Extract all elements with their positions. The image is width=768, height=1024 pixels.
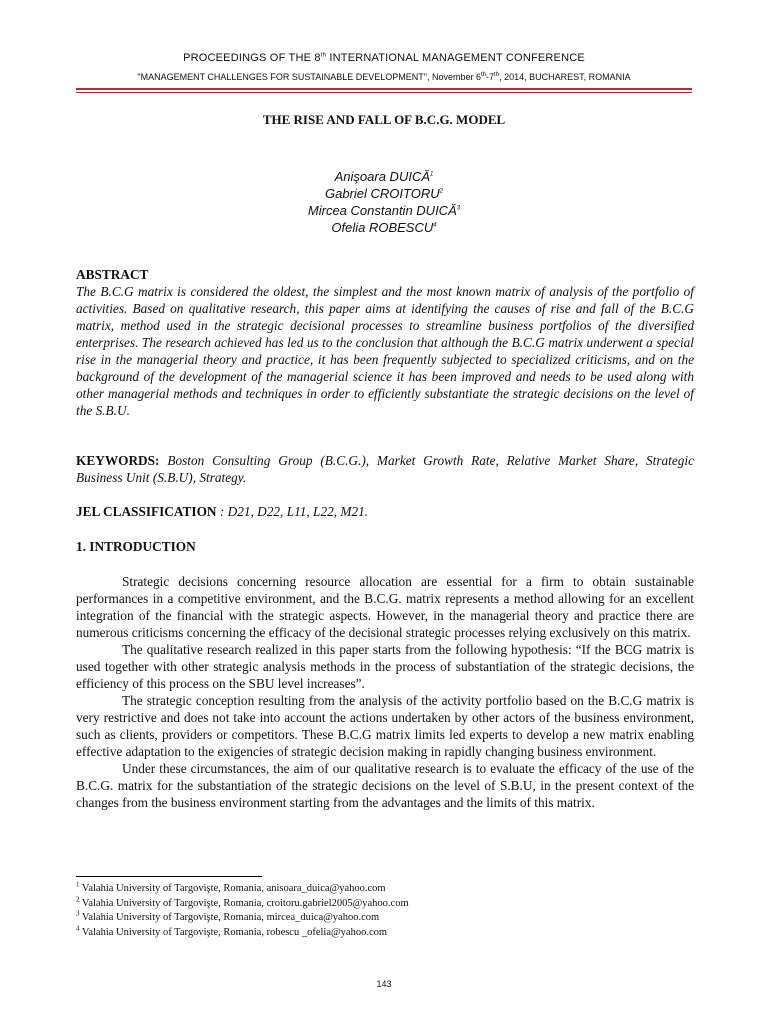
conference-header [0,52,768,64]
footnote-mark: 3 [456,205,461,212]
author-name: Ofelia ROBESCU [331,220,434,235]
footnote [76,882,694,897]
header-rule [76,88,692,90]
footnote-mark: 1 [430,171,434,178]
author [0,202,768,219]
paragraph: Under these circumstances, the aim of our qualitative research is to evaluate the efficacy of the use of the B.C.G. matrix for the substantiation of the strategic decisions on the level of S.B.U, in the present context of the changes from the business environment starting from the advantages and the limits of this matrix. [76,761,694,810]
footnote-mark: 1 [76,880,80,889]
footnote-rule [76,876,262,877]
footnote-mark: 3 [76,909,80,918]
conference-header-text: INTERNATIONAL MANAGEMENT CONFERENCE [326,52,585,64]
footnote-mark: 2 [76,895,80,903]
footnote-text: Valahia University of Targovişte, Romania, croitoru.gabriel2005@yahoo.com [79,897,409,909]
footnote-mark: 4 [76,924,80,932]
paper-title: THE RISE AND FALL OF B.C.G. MODEL [262,112,506,127]
author-name: Anişoara DUICĂ [334,169,431,184]
author [0,168,768,185]
footnote-mark: 4 [433,222,437,229]
conference-subheader [0,72,768,82]
header-rule [76,92,692,93]
conference-header-text: PROCEEDINGS OF THE 8 [183,52,321,64]
ordinal-superscript: th [320,52,327,59]
section-heading-introduction: 1. INTRODUCTION [76,539,196,554]
paragraph: The qualitative research realized in this paper starts from the following hypothesis: “If the BCG matrix is used together with other strategic analysis methods in the process of substantiation of the strategic decisions, the efficiency of this process on the SBU level increases”. [76,642,694,691]
jel-label: JEL CLASSIFICATION [76,504,217,519]
author-name: Mircea Constantin DUICĂ [307,203,457,218]
paragraph: The strategic conception resulting from the analysis of the activity portfolio based on the B.C.G matrix is very restrictive and does not take into account the actions undertaken by other actors of the business environment, such as clients, providers or competitors. These B.C.G matrix limits led experts to develop a new matrix enabling effective adaptation to the exigencies of strategic decision making in rapidly changing business environment. [76,693,694,759]
conference-subheader-text: "MANAGEMENT CHALLENGES FOR SUSTAINABLE DEVELOPMENT", November 6 [137,72,482,82]
footnote-text: Valahia University of Targovişte, Romania, anisoara_duica@yahoo.com [79,883,386,894]
footnote [76,911,694,926]
footnotes [76,882,694,940]
author-list [0,168,768,236]
footnote [76,926,694,941]
footnote-text: Valahia University of Targovişte, Romania, robescu _ofelia@yahoo.com [79,926,388,938]
keywords [76,452,694,486]
jel-text: : D21, D22, L11, L22, M21. [216,504,369,519]
keywords-label: KEYWORDS: [76,453,160,468]
page-number: 143 [376,979,392,989]
author [0,185,768,202]
author [0,219,768,236]
jel-classification [76,503,694,520]
ordinal-superscript: th [494,72,500,78]
abstract-text: The B.C.G matrix is considered the oldest, the simplest and the most known matrix of analysis of the portfolio of activities. Based on qualitative research, this paper aims at identifying the causes of rise and fall of the B.C.G matrix, method used in the strategic decisional processes to streamline business portfolios of the diversified enterprises. The research achieved has led us to the conclusion that although the B.C.G matrix underwent a special rise in the managerial theory and practice, it has been frequently subjected to specialized criticisms, and on the background of the development of the managerial science it has been improved and needs to be used along with other managerial methods and techniques in order to efficiently substantiate the strategic decisions on the level of the S.B.U. [76,284,694,418]
footnote-text: Valahia University of Targovişte, Romania, mircea_duica@yahoo.com [79,912,380,923]
introduction-body [76,573,694,811]
keywords-text: Boston Consulting Group (B.C.G.), Market Growth Rate, Relative Market Share, Strategic Business Unit (S.B.U), Strategy. [76,453,694,485]
conference-subheader-text: -7 [486,72,495,82]
conference-subheader-text: , 2014, BUCHAREST, ROMANIA [499,72,631,82]
author-name: Gabriel CROITORU [325,186,440,201]
footnote-mark: 2 [439,188,443,195]
ordinal-superscript: th [481,72,487,78]
abstract-heading: ABSTRACT [76,267,149,282]
footnote [76,897,694,912]
paragraph: Strategic decisions concerning resource allocation are essential for a firm to obtain sustainable performances in a competitive environment, and the B.C.G. matrix represents a method allowing for an excellent integration of the financial with the strategic aspects. However, in the managerial theory and practice there are numerous criticisms concerning the efficacy of the decisional strategic processes relying exclusively on this matrix. [76,574,694,640]
